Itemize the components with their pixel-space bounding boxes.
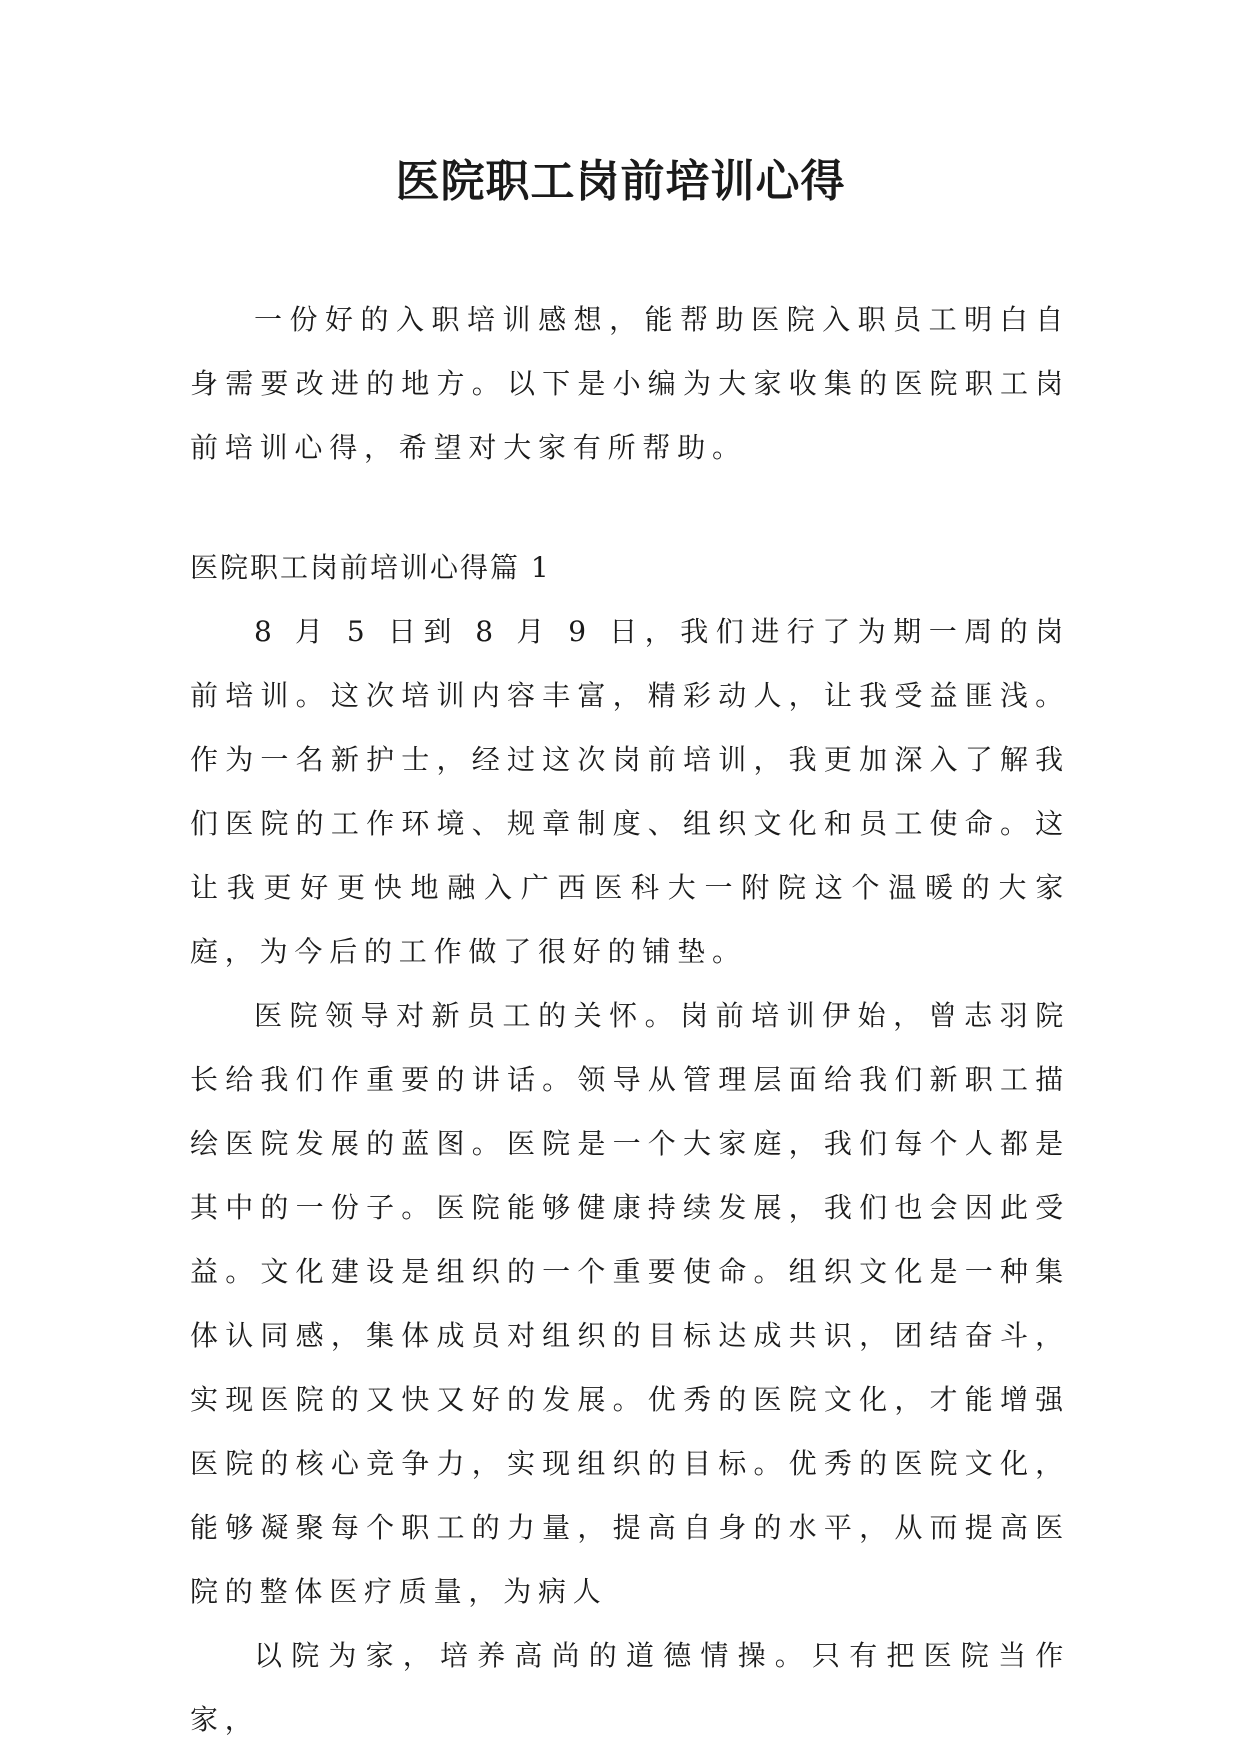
- document-title: 医院职工岗前培训心得: [395, 156, 846, 207]
- body-paragraph: 以院为家，培养高尚的道德情操。只有把医院当作家，: [190, 1639, 1070, 1736]
- section-heading: 医院职工岗前培训心得篇 1: [190, 551, 551, 584]
- body-paragraph: 医院领导对新员工的关怀。岗前培训伊始，曾志羽院长给我们作重要的讲话。领导从管理层面给我们新职工描绘医院发展的蓝图。医院是一个大家庭，我们每个人都是其中的一份子。医院能够健康持续发展，我们也会因此受益。文化建设是组织的一个重要使命。组织文化是一种集体认同感，集体成员对组织的目标达成共识，团结奋斗，实现医院的又快又好的发展。优秀的医院文化，才能增强医院的核心竞争力，实现组织的目标。优秀的医院文化，能够凝聚每个职工的力量，提高自身的水平，从而提高医院的整体医疗质量，为病人: [190, 999, 1070, 1608]
- intro-paragraph: 一份好的入职培训感想，能帮助医院入职员工明白自身需要改进的地方。以下是小编为大家收集的医院职工岗前培训心得，希望对大家有所帮助。: [190, 303, 1070, 464]
- body-paragraph: 8 月 5 日到 8 月 9 日，我们进行了为期一周的岗前培训。这次培训内容丰富，精彩动人，让我受益匪浅。作为一名新护士，经过这次岗前培训，我更加深入了解我们医院的工作环境、规章制度、组织文化和员工使命。这让我更好更快地融入广西医科大一附院这个温暖的大家庭，为今后的工作做了很好的铺垫。: [190, 615, 1070, 968]
- document-body: [190, 288, 1070, 1752]
